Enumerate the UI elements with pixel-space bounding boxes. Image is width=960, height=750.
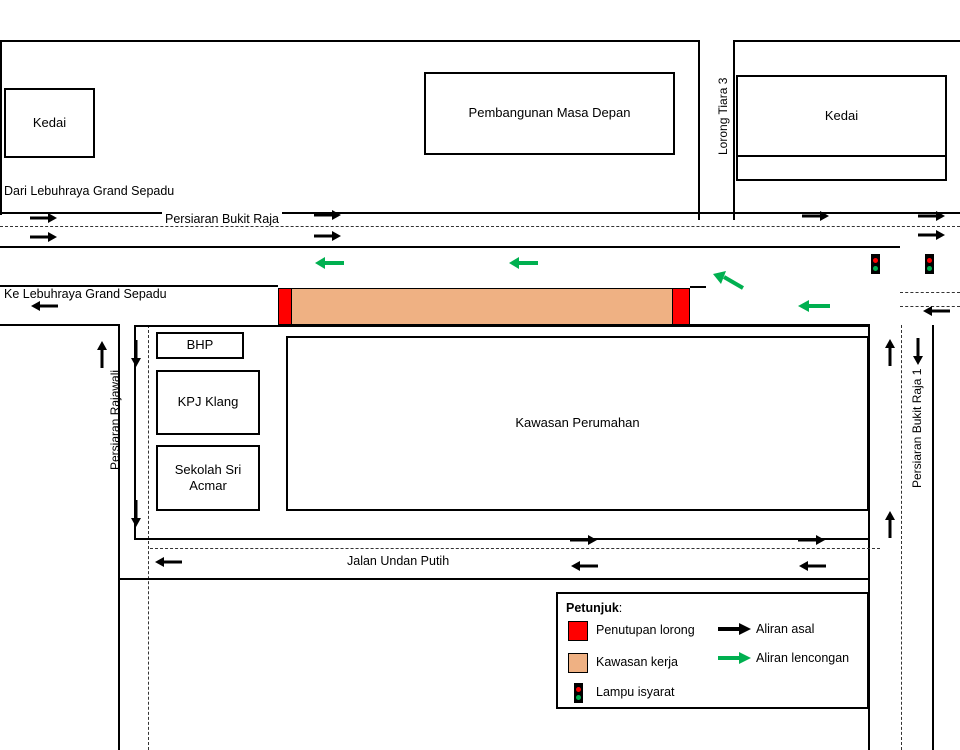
arrow-original-flow-east-5 xyxy=(802,210,830,222)
lorong-tiara-3-right-edge xyxy=(733,40,735,220)
building-bhp xyxy=(156,332,244,359)
arrow-original-flow-east-3 xyxy=(314,209,342,221)
traffic-light-2-red xyxy=(927,258,932,263)
arrow-original-flow-east-1 xyxy=(30,212,58,224)
building-kedai-right-label: Kedai xyxy=(824,107,859,123)
legend-title-text: Petunjuk xyxy=(566,601,619,615)
frame-left-line xyxy=(0,40,2,215)
road-label-lorong-tiara-3: Lorong Tiara 3 xyxy=(716,77,730,155)
building-kpj-klang-label: KPJ Klang xyxy=(177,394,239,410)
pbr1-right-edge xyxy=(932,325,934,750)
traffic-light-2-green xyxy=(927,266,932,271)
legend-swatch-lampu-isyarat xyxy=(574,683,583,703)
arrow-original-flow-east-7 xyxy=(918,229,946,241)
legend-swatch-aliran-lencongan xyxy=(718,651,752,665)
arrow-rajawali-south-1 xyxy=(130,340,142,368)
legend-label-lampu-isyarat: Lampu isyarat xyxy=(596,685,675,699)
arrow-jup-east-2 xyxy=(798,534,826,546)
mid-block-bottom-edge xyxy=(134,538,870,540)
closure-west-end xyxy=(278,288,292,325)
building-pembangunan-label: Pembangunan Masa Depan xyxy=(468,105,631,121)
building-sekolah-sri-acmar-label: Sekolah Sri Acmar xyxy=(174,461,242,493)
legend-swatch-kawasan-kerja xyxy=(568,653,588,673)
building-kedai-left-label: Kedai xyxy=(32,114,67,130)
sbr-north-kerb-left xyxy=(0,285,278,287)
arrow-original-flow-east-2 xyxy=(30,231,58,243)
arrow-diversion-west-3 xyxy=(796,299,830,313)
arrow-jup-west-1 xyxy=(154,556,182,568)
kedai-right-lot-left xyxy=(736,155,738,181)
legend-traffic-light-red xyxy=(576,687,581,692)
sbr-dash-right-1 xyxy=(900,292,960,293)
legend-swatch-penutupan-lorong xyxy=(568,621,588,641)
arrow-pbr1-north-1 xyxy=(884,338,896,366)
arrow-rajawali-south-2 xyxy=(130,500,142,528)
road-label-jalan-undan-putih: Jalan Undan Putih xyxy=(344,554,452,568)
road-label-persiaran-bukit-raja: Persiaran Bukit Raja xyxy=(162,212,282,226)
arrow-jup-west-2 xyxy=(570,560,598,572)
kedai-right-lot-bottom xyxy=(736,179,947,181)
legend-title xyxy=(566,601,622,615)
traffic-light-2 xyxy=(925,254,934,274)
kedai-right-lot-right xyxy=(945,155,947,181)
building-kedai-right xyxy=(736,75,947,157)
sbr-north-kerb-right xyxy=(690,286,706,288)
pbr-lane-divider xyxy=(0,226,960,227)
legend-label-aliran-lencongan: Aliran lencongan xyxy=(756,651,850,665)
arrow-diversion-west-2 xyxy=(508,256,538,270)
road-label-persiaran-bukit-raja-1: Persiaran Bukit Raja 1 xyxy=(910,368,924,488)
mid-block-top-edge xyxy=(134,325,870,327)
legend-label-aliran-asal: Aliran asal xyxy=(756,622,815,636)
legend-title-colon: : xyxy=(618,601,623,615)
frame-top-line-right xyxy=(735,40,960,42)
frame-top-line-left xyxy=(0,40,700,42)
mid-block-left-edge xyxy=(134,325,136,540)
note-dari-lebuhraya: Dari Lebuhraya Grand Sepadu xyxy=(4,184,175,198)
legend-traffic-light-green xyxy=(576,695,581,700)
arrow-rajawali-north-1 xyxy=(96,340,108,368)
building-kedai-left xyxy=(4,88,95,158)
arrow-diversion-west-1 xyxy=(314,256,344,270)
arrow-diversion-merge xyxy=(710,270,744,292)
road-label-persiaran-rajawali: Persiaran Rajawali xyxy=(108,369,122,470)
arrow-jup-east-1 xyxy=(570,534,598,546)
arrow-original-flow-east-4 xyxy=(314,230,342,242)
jup-south-kerb xyxy=(120,578,870,580)
pbr1-centre-dash xyxy=(901,325,902,750)
traffic-light-1 xyxy=(871,254,880,274)
arrow-original-flow-west-1 xyxy=(30,300,58,312)
arrow-pbr1-north-2 xyxy=(884,510,896,538)
note-ke-lebuhraya: Ke Lebuhraya Grand Sepadu xyxy=(4,287,167,301)
work-zone-kawasan-kerja xyxy=(278,288,690,325)
legend-swatch-aliran-asal xyxy=(718,622,752,636)
arrow-original-flow-east-6 xyxy=(918,210,946,222)
traffic-light-1-red xyxy=(873,258,878,263)
jup-lane-dash xyxy=(150,548,880,549)
building-kpj-klang xyxy=(156,370,260,435)
legend-label-kawasan-kerja: Kawasan kerja xyxy=(596,655,678,669)
building-bhp-label: BHP xyxy=(186,337,214,353)
building-pembangunan-masa-depan xyxy=(424,72,675,155)
lorong-tiara-3-left-edge xyxy=(698,40,700,220)
arrow-pbr1-south-1 xyxy=(912,338,924,366)
legend-label-penutupan-lorong: Penutupan lorong xyxy=(596,623,695,637)
traffic-light-1-green xyxy=(873,266,878,271)
building-kawasan-perumahan-label: Kawasan Perumahan xyxy=(515,415,640,431)
arrow-original-flow-west-2 xyxy=(922,305,950,317)
closure-east-end xyxy=(672,288,690,325)
pbr-median-line xyxy=(0,246,900,248)
arrow-jup-west-3 xyxy=(798,560,826,572)
sbr-south-kerb-left xyxy=(0,324,120,326)
building-sekolah-sri-acmar xyxy=(156,445,260,511)
building-kawasan-perumahan xyxy=(286,336,869,511)
